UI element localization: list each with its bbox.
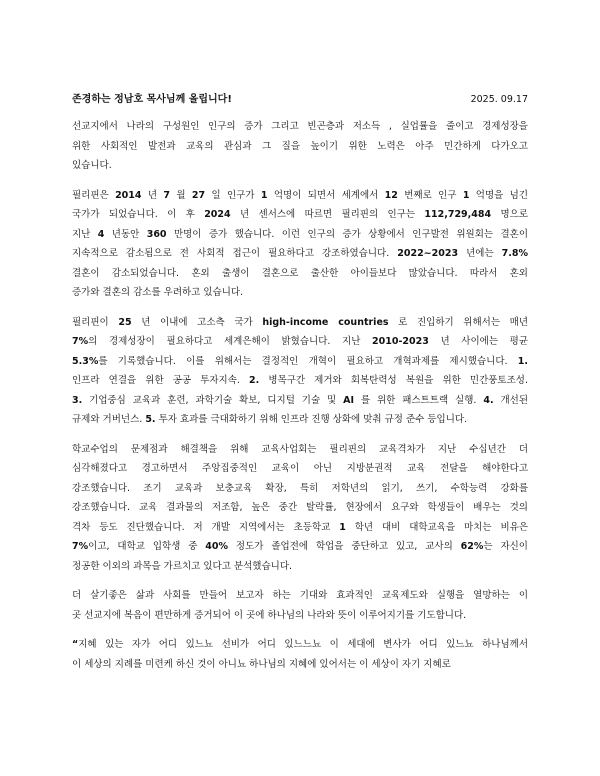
text-line [72,586,528,606]
text-run: 를 위한 패스트트랙 실행. [354,394,484,406]
bold-text: 5. [145,414,156,425]
letter-title: 존경하는 정남호 목사님께 올립니다! [72,94,232,105]
bold-text: 62% [460,541,484,552]
text-line [72,498,528,518]
bold-text: 2014 [115,189,142,201]
text-run: 정공한 이외의 과목을 가르치고 있다고 분석했습니다. [72,560,293,572]
text-run: 년 사이에는 평균 [428,336,528,347]
text-line [72,410,528,430]
bold-text: 7.8% [501,248,528,259]
bold-text: 3. [72,394,83,406]
text-line [72,264,528,284]
paragraph [72,586,528,625]
bold-text: 4 [97,228,105,240]
text-line [72,391,528,411]
bold-text: 40% [205,541,229,552]
text-run: 번째로 인구 [397,189,463,201]
text-line [72,244,528,264]
bold-text: 4. [483,394,494,406]
letter-header [72,90,528,105]
bold-text: 2. [249,375,260,386]
text-line [72,537,528,557]
text-line [72,479,528,499]
text-run: 년에는 [458,248,502,259]
text-line [72,283,528,303]
text-run: 기업중심 교육과 훈련, 과학기술 확보, 디지털 기술 및 [82,394,344,406]
text-run: 일 인구가 [205,189,261,201]
text-run: 로 진입하기 위해서는 매년 [388,316,528,328]
letter-date: 2025. 09.17 [470,94,528,105]
text-run: 개선된 [493,394,528,406]
text-run: 있습니다. [72,160,112,171]
bold-text: 1 [462,189,470,201]
text-line [72,518,528,538]
text-run: 강조했습니다. 조기 교육과 보충교육 확장, 특히 저학년의 읽기, 쓰기, 수학능력 강화를 [72,482,528,494]
text-run: 격차 등도 진단했습니다. 저 개발 지역에서는 초등학교 [72,521,340,533]
text-line [72,635,528,655]
text-run: 결혼이 감소되었습니다. 혼외 출생이 결혼으로 출산한 아이들보다 많았습니다. 따라서 혼외 [72,267,528,279]
bold-text: 360 [146,228,167,240]
text-line [72,332,528,352]
text-run: 규제와 거버넌스. [72,414,146,425]
text-run: 를 기록했습니다. 이를 위해서는 결정적인 개혁이 필요하고 개혁과제를 제시했습니다. [98,355,518,367]
bold-text: 1. [517,355,528,367]
bold-text: 2010-2023 [372,336,429,347]
text-line [72,117,528,137]
text-line [72,655,528,675]
bold-text: 1 [339,521,346,533]
text-run: 위한 사회적인 발전과 교육의 관심과 그 질을 높이기 위한 노력은 아주 민간하게 다가오고 [72,140,528,152]
text-run: 이 세상의 지례를 미련케 하신 것이 아니뇨 하나님의 지혜에 있어서는 이 세상이 자기 지혜로 [72,658,451,670]
bold-text: 12 [384,189,398,201]
paragraph [72,635,528,674]
text-line [72,371,528,391]
text-run: 년 센서스에 따르면 필리핀의 인구는 [230,209,425,220]
bold-text: “ [72,639,79,650]
text-line [72,606,528,626]
bold-text: 7% [72,336,89,347]
text-run: 필리핀은 [72,189,116,201]
text-run: 필리핀이 [72,316,119,328]
text-run: 년 [141,189,164,201]
text-run: 더 살기좋은 삶과 사회를 만들어 보고자 하는 기대와 효과적인 교육제도와 실행을 열망하는 이 [72,590,528,601]
text-run: 년 이내에 고소측 국가 [131,316,263,328]
text-run: 월 [170,189,192,201]
text-run: 지난 [72,228,98,240]
text-run: 의 경제성장이 필요하다고 세계은해이 밝혔습니다. 지난 [88,336,373,347]
text-line [72,557,528,577]
text-run: 병목구간 제거와 회복탄력성 복원을 위한 민간풍토조성. [259,375,528,386]
text-line [72,137,528,157]
letter-body [72,117,528,684]
text-run: 정도가 졸업전에 학업을 중단하고 있고, 교사의 [228,541,461,552]
bold-text: 25 [118,316,132,328]
bold-text: 5.3% [72,355,99,367]
text-line [72,156,528,176]
text-run: 억명이 되면서 세계에서 [267,189,385,201]
text-run: 선교지에서 나라의 구성원인 인구의 증가 그리고 빈곤층과 저소득 , 실업률을 줄이고 경제성장을 [72,121,528,132]
bold-text: high-income countries [262,316,389,328]
text-run: 투자 효과를 극대화하기 위해 인프라 진행 상화에 맞춰 규정 준수 등입니다. [155,414,468,425]
paragraph [72,186,528,303]
text-run: 학년 대비 대학교육을 마치는 비유은 [345,521,528,533]
text-run: 지혜 있는 자가 어디 있느뇨 선비가 어디 있느느뇨 이 세대에 변사가 어디 있느뇨 하나님께서 [78,639,528,650]
text-run: 학교수업의 문제점과 해결책을 위해 교육사업회는 필리핀의 교육격차가 지난 수십년간 더 [72,443,528,455]
text-run: 인프라 연결을 위한 공공 투자지속. [72,375,250,386]
text-run: 억명을 넘긴 [469,189,529,201]
text-run: 국가가 되었습니다. 이 후 [72,209,205,220]
text-line [72,459,528,479]
bold-text: 2024 [204,209,231,220]
text-run: 심각해졌다고 경고하면서 주앙집중적인 교육이 아닌 지방분권적 교육 전달을 해야한다고 [72,463,528,474]
bold-text: 112,729,484 [424,209,492,220]
bold-text: 2022~2023 [397,248,459,259]
text-run: 증가와 결혼의 감소를 우려하고 있습니다. [72,287,244,298]
text-run: 년동안 [104,228,147,240]
text-line [72,186,528,206]
bold-text: 7% [72,541,89,552]
text-line [72,352,528,372]
text-run: 명으로 [491,209,528,220]
text-line [72,313,528,333]
text-run: 곳 선교지에 복음이 편만하게 증거되어 이 곳에 하나님의 나라와 뜻이 이루어지기를 기도합니다. [72,609,467,621]
bold-text: 1 [260,189,268,201]
text-run: 강조했습니다. 교육 결과물의 저조함, 높은 중간 탈락률, 현장에서 요구와 학생들이 배우는 것의 [72,502,528,513]
text-line [72,440,528,460]
paragraph [72,440,528,577]
text-run: 이고, 대학교 입학생 중 [88,541,206,552]
paragraph [72,313,528,430]
bold-text: 7 [163,189,171,201]
paragraph [72,117,528,176]
text-run: 는 자신이 [483,541,528,552]
bold-text: 27 [191,189,206,201]
text-line [72,205,528,225]
text-run: 만명이 증가 했습니다. 이런 인구의 증가 상황에서 인구발전 위원회는 결혼이 [166,228,528,240]
bold-text: AI [343,394,355,406]
text-run: 지속적으로 감소됨으로 전 사회적 접근이 필요하다고 강조하였습니다. [72,248,398,259]
text-line [72,225,528,245]
